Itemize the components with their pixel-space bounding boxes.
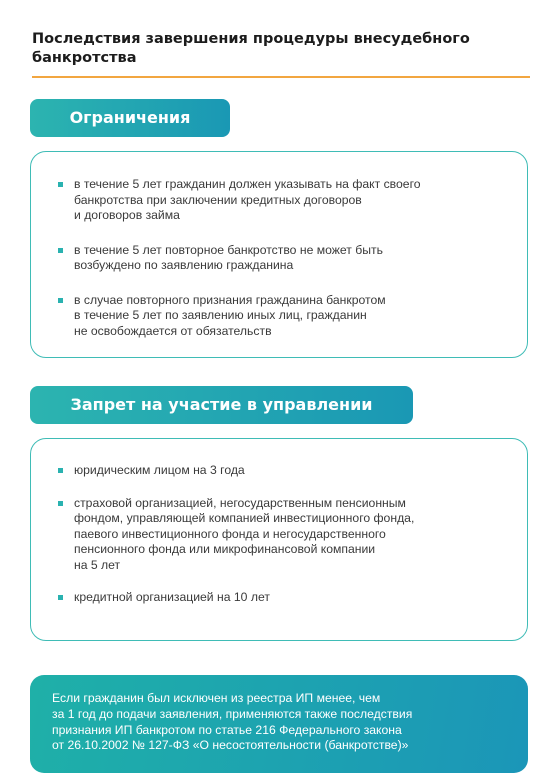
note-box: Если гражданин был исключен из реестра ИП менее, чем за 1 год до подачи заявления, применяются также последствия признания ИП банкротом по статье 216 Федерального закона от 26.10.2002 № 127-ФЗ «О несостоятельности (банкротстве)» (30, 675, 528, 773)
management-ban-card (30, 438, 528, 641)
list-item-text: юридическим лицом на 3 года (74, 463, 245, 477)
bullet-square-icon (58, 595, 63, 600)
list-item (31, 293, 527, 340)
list-item-text: в случае повторного признания гражданина банкротом в течение 5 лет по заявлению иных лиц, гражданин не освобождается от обязательств (74, 292, 386, 338)
bullet-square-icon (58, 468, 63, 473)
list-item (31, 177, 527, 224)
section-heading-restrictions: Ограничения (30, 99, 230, 137)
bullet-square-icon (58, 298, 63, 303)
section-heading-management-ban: Запрет на участие в управлении (30, 386, 413, 424)
list-item (31, 590, 527, 606)
page-title: Последствия завершения процедуры внесудебного банкротства (32, 31, 470, 66)
list-item-text: в течение 5 лет повторное банкротство не может быть возбуждено по заявлению гражданина (74, 242, 383, 272)
list-item (31, 243, 527, 274)
title-divider (32, 76, 530, 78)
bullet-square-icon (58, 248, 63, 253)
bullet-square-icon (58, 182, 63, 187)
list-item (31, 463, 527, 479)
bullet-square-icon (58, 501, 63, 506)
list-item-text: кредитной организацией на 10 лет (74, 590, 270, 604)
restrictions-card (30, 151, 528, 358)
list-item (31, 496, 527, 574)
list-item-text: в течение 5 лет гражданин должен указывать на факт своего банкротства при заключении кредитных договоров и договоров займа (74, 177, 421, 222)
list-item-text: страховой организацией, негосударственным пенсионным фондом, управляющей компанией инвестиционного фонда, паевого инвестиционного фонда и негосударственного пенсионного фонда или микрофинансовой компании на 5 лет (74, 495, 415, 572)
